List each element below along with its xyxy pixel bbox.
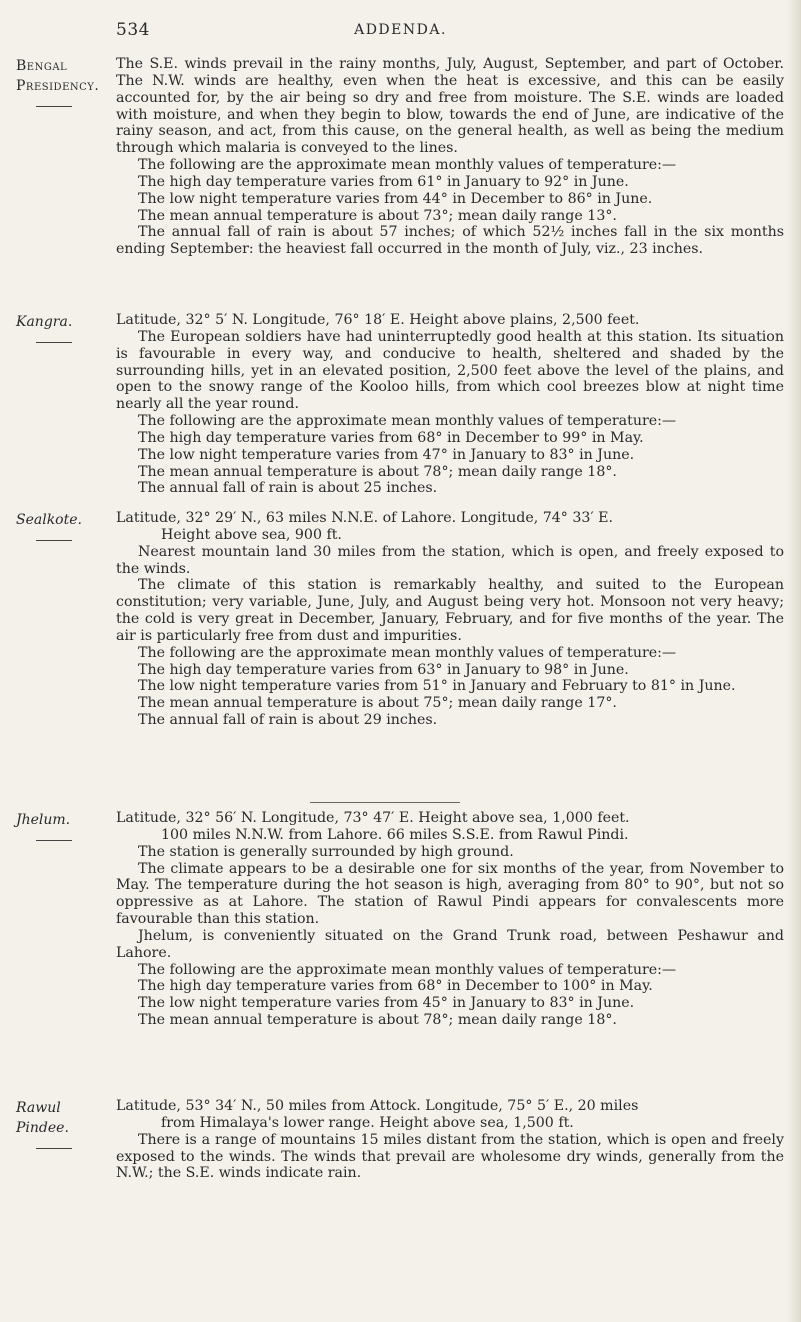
margin-title: Kangra. (16, 314, 73, 330)
page-number: 534 (116, 20, 150, 40)
running-title: ADDENDA. (354, 22, 447, 38)
paragraph: The climate of this station is remarkably healthy, and suited to the European constitution; very variable, June, July, and August being very hot. Monsoon not very heavy; the cold is very great in December, January, February, and for five months of the year. The air is particularly free from dust and impurities. (116, 577, 784, 644)
paragraph: The following are the approximate mean monthly values of temperature:— (138, 961, 677, 978)
paragraph: The S.E. winds prevail in the rainy months, July, August, September, and part of October. The N.W. winds are healthy, even when the heat is excessive, and this can be easily accounted for, by the air being so dry and free from moisture. The S.E. winds are loaded with moisture, and when they begin to blow, towards the end of June, are indicative of the rainy season, and act, from this cause, on the general health, as well as being the medium through which malaria is conveyed to the lines. (116, 56, 784, 157)
paragraph: The high day temperature varies from 68° in December to 100° in May. (138, 978, 653, 995)
margin-heading-sealkote (16, 510, 106, 541)
section-body (116, 312, 784, 497)
paragraph: The high day temperature varies from 61° in January to 92° in June. (138, 173, 629, 190)
paragraph: The high day temperature varies from 63° in January to 98° in June. (138, 661, 629, 678)
paragraph: The low night temperature varies from 45° in January to 83° in June. (138, 995, 635, 1012)
margin-heading-jhelum (16, 810, 106, 841)
paragraph: Latitude, 32° 5′ N. Longitude, 76° 18′ E. Height above plains, 2,500 feet. (116, 312, 640, 328)
margin-title: Jhelum. (16, 812, 71, 828)
paragraph: The annual fall of rain is about 29 inches. (138, 712, 438, 729)
paragraph: The following are the approximate mean monthly values of temperature:— (138, 644, 677, 661)
paragraph: The annual fall of rain is about 25 inches. (138, 480, 438, 497)
margin-title: Rawul Pindee. (16, 1100, 69, 1136)
paragraph: The following are the approximate mean monthly values of temperature:— (138, 157, 677, 174)
paragraph: The mean annual temperature is about 78°; mean daily range 18°. (138, 1012, 617, 1029)
paragraph: The low night temperature varies from 47° in January to 83° in June. (138, 446, 635, 463)
margin-heading-bengal (16, 56, 106, 107)
paragraph: The mean annual temperature is about 78°; mean daily range 18°. (138, 463, 617, 480)
paragraph: The low night temperature varies from 51° in January and February to 81° in June. (138, 678, 736, 695)
paragraph: The high day temperature varies from 68° in December to 99° in May. (138, 429, 644, 446)
margin-title: Sealkote. (16, 512, 82, 528)
margin-dash (36, 106, 72, 107)
paragraph: The climate appears to be a desirable one for six months of the year, from November to May. The temperature during the hot season is high, averaging from 80° to 90°, but not so oppressive as at Lahore. The station of Rawul Pindi appears for convalescents more favourable than this station. (116, 860, 784, 928)
paragraph: The European soldiers have had uninterruptedly good health at this station. Its situation is favourable in every way, and conducive to health, sheltered and shaded by the surrounding hills, yet in an elevated position, 2,500 feet above the level of the plains, and open to the snowy range of the Kooloo hills, from which cool breezes blow at night time nearly all the year round. (116, 328, 784, 413)
paragraph: The station is generally surrounded by high ground. (138, 843, 514, 860)
margin-dash (36, 342, 72, 343)
margin-title: Bengal Presidency. (16, 58, 100, 94)
section-body (116, 810, 784, 1029)
paragraph: The low night temperature varies from 44° in December to 86° in June. (138, 190, 653, 207)
section-body (116, 1098, 784, 1182)
paragraph: The annual fall of rain is about 57 inches; of which 52½ inches fall in the six months ending September: the heaviest fall occurred in the month of July, viz., 23 inches. (116, 224, 784, 258)
paragraph: Latitude, 32° 56′ N. Longitude, 73° 47′ E. Height above sea, 1,000 feet. (116, 810, 630, 826)
paragraph: Jhelum, is conveniently situated on the Grand Trunk road, between Peshawur and Lahore. (116, 927, 784, 961)
paragraph: Height above sea, 900 ft. (161, 526, 342, 543)
paragraph: Latitude, 53° 34′ N., 50 miles from Attock. Longitude, 75° 5′ E., 20 miles (116, 1098, 639, 1114)
paragraph: 100 miles N.N.W. from Lahore. 66 miles S.S.E. from Rawul Pindi. (161, 826, 629, 843)
paragraph: There is a range of mountains 15 miles distant from the station, which is open and freely exposed to the winds. The winds that prevail are wholesome dry winds, generally from the N.W.; the S.E. winds indicate rain. (116, 1131, 784, 1182)
margin-heading-rawul-pindee (16, 1098, 106, 1149)
section-body (116, 510, 784, 729)
page-header (0, 16, 801, 46)
paragraph: The following are the approximate mean monthly values of temperature:— (138, 413, 677, 430)
paragraph: Latitude, 32° 29′ N., 63 miles N.N.E. of Lahore. Longitude, 74° 33′ E. (116, 510, 614, 526)
section-body (116, 56, 784, 258)
page-edge-shadow (787, 0, 801, 1322)
paragraph: Nearest mountain land 30 miles from the station, which is open, and freely exposed to the winds. (116, 543, 784, 577)
margin-dash (36, 540, 72, 541)
paragraph: The mean annual temperature is about 73°; mean daily range 13°. (138, 207, 617, 224)
paragraph: from Himalaya's lower range. Height above sea, 1,500 ft. (161, 1114, 574, 1131)
section-divider-rule (310, 802, 460, 803)
margin-dash (36, 840, 72, 841)
paragraph: The mean annual temperature is about 75°; mean daily range 17°. (138, 695, 617, 712)
margin-heading-kangra (16, 312, 106, 343)
margin-dash (36, 1148, 72, 1149)
